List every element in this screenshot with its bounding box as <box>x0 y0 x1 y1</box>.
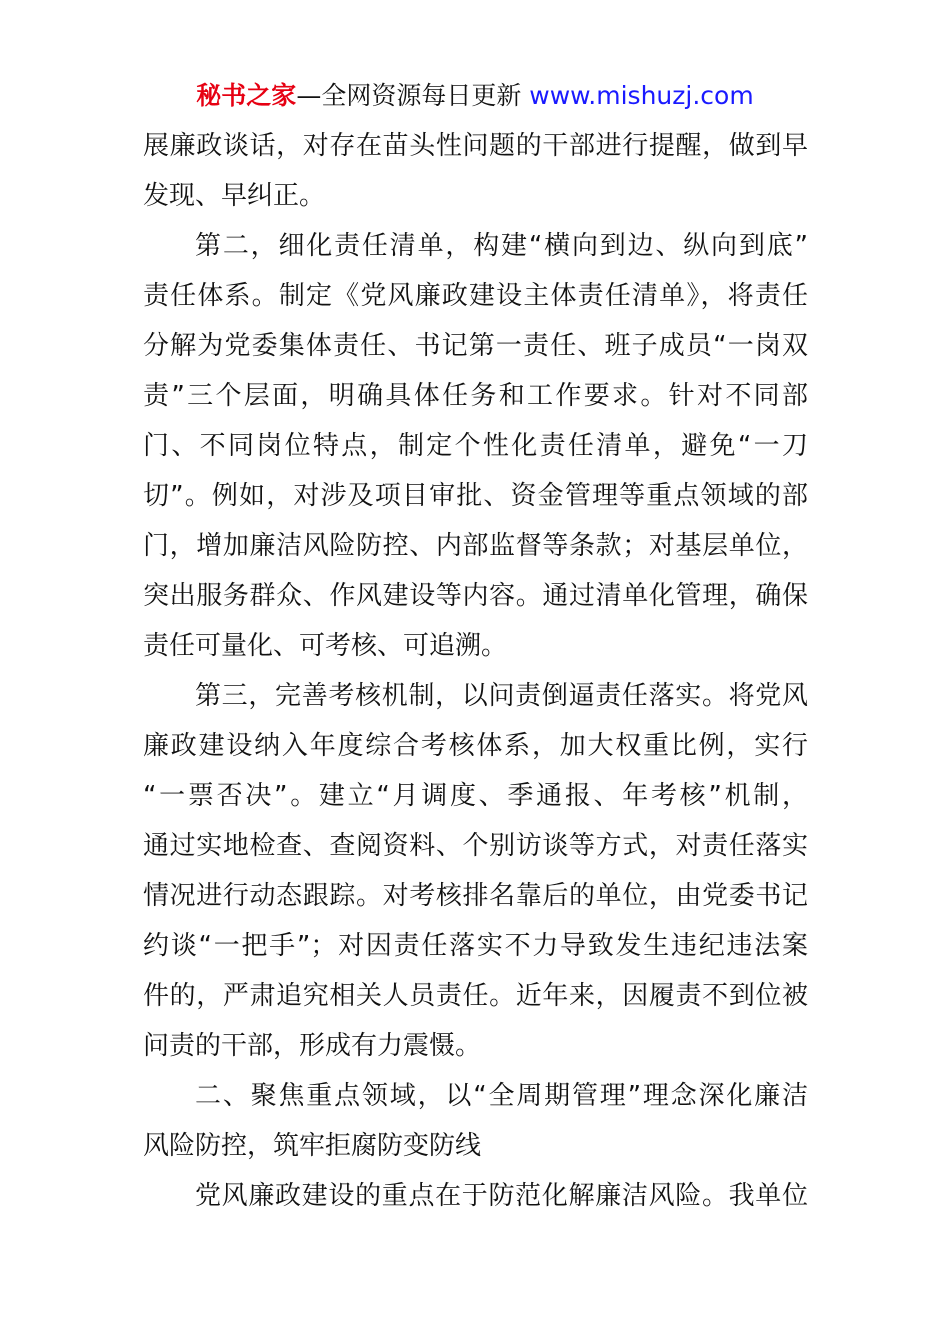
text-line: 责任体系。制定《党风廉政建设主体责任清单》，将责任 <box>143 281 808 311</box>
text-line: 发现、早纠正。 <box>143 181 326 211</box>
text-line: 责”三个层面，明确具体任务和工作要求。针对不同部 <box>143 381 808 411</box>
text-line: 党风廉政建设的重点在于防范化解廉洁风险。我单位 <box>195 1181 808 1211</box>
text-line: 展廉政谈话，对存在苗头性问题的干部进行提醒，做到早 <box>143 131 808 161</box>
site-url-link[interactable]: www.mishuzj.com <box>529 81 754 110</box>
site-header <box>0 80 950 112</box>
text-line: 分解为党委集体责任、书记第一责任、班子成员“一岗双 <box>143 331 808 361</box>
text-line: 问责的干部，形成有力震慑。 <box>143 1031 482 1061</box>
text-line: 约谈“一把手”；对因责任落实不力导致发生违纪违法案 <box>143 931 808 961</box>
section-heading: 二、聚焦重点领域，以“全周期管理”理念深化廉洁 <box>195 1081 808 1111</box>
section-heading-cont: 风险防控，筑牢拒腐防变防线 <box>143 1131 482 1161</box>
paragraph-heading: 第二，细化责任清单，构建“横向到边、纵向到底” <box>195 231 808 261</box>
text-line: 廉政建设纳入年度综合考核体系，加大权重比例，实行 <box>143 731 808 761</box>
document-body <box>143 121 808 1221</box>
text-line: 件的，严肃追究相关人员责任。近年来，因履责不到位被 <box>143 981 808 1011</box>
site-tagline: —全网资源每日更新 <box>296 81 530 110</box>
text-line: 切”。例如，对涉及项目审批、资金管理等重点领域的部 <box>143 481 808 511</box>
paragraph-heading: 第三，完善考核机制，以问责倒逼责任落实。将党风 <box>195 681 808 711</box>
text-line: 突出服务群众、作风建设等内容。通过清单化管理，确保 <box>143 581 808 611</box>
text-line: 责任可量化、可考核、可追溯。 <box>143 631 508 661</box>
text-line: “一票否决”。建立“月调度、季通报、年考核”机制， <box>143 781 808 811</box>
text-line: 通过实地检查、查阅资料、个别访谈等方式，对责任落实 <box>143 831 808 861</box>
text-line: 情况进行动态跟踪。对考核排名靠后的单位，由党委书记 <box>143 881 808 911</box>
text-line: 门，增加廉洁风险防控、内部监督等条款；对基层单位， <box>143 531 808 561</box>
text-line: 门、不同岗位特点，制定个性化责任清单，避免“一刀 <box>143 431 808 461</box>
site-brand: 秘书之家 <box>196 81 297 110</box>
